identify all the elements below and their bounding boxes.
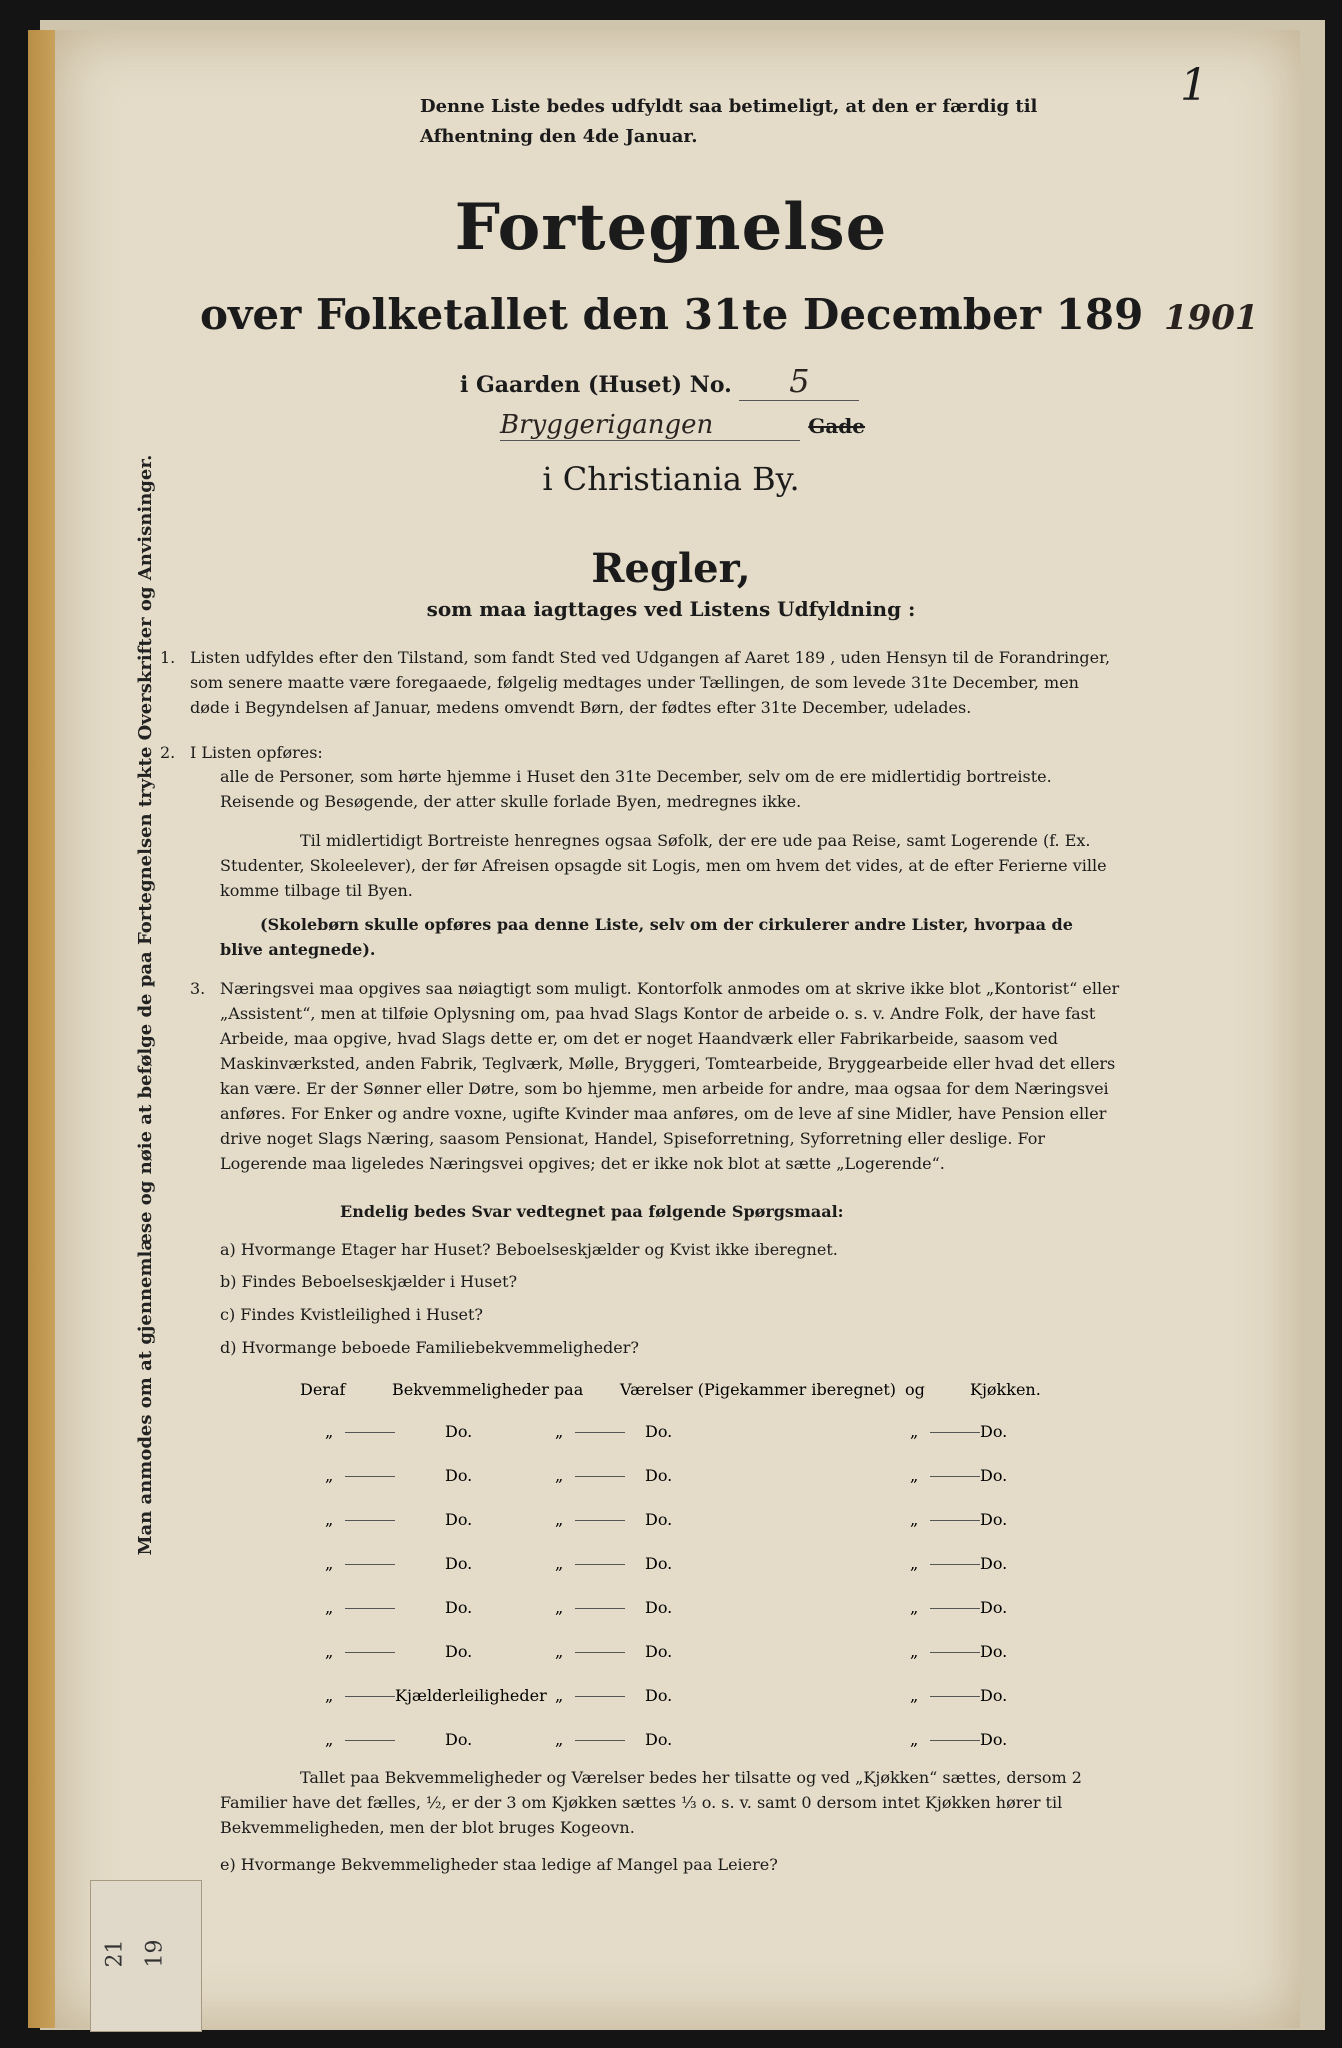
row-label: Do. xyxy=(445,1598,473,1617)
row-mark: „ xyxy=(555,1510,564,1529)
questions-intro: Endelig bedes Svar vedtegnet paa følgende Spørgsmaal: xyxy=(340,1202,844,1221)
rule-2-students: (Skolebørn skulle opføres paa denne Liste, selv om der cirkulerer andre Lister, hvorpaa de blive antegnede). xyxy=(220,915,1073,959)
row-label: Do. xyxy=(645,1730,673,1749)
table-row xyxy=(300,1422,1060,1450)
rules-subheading: som maa iagttages ved Listens Udfyldning : xyxy=(426,597,916,621)
city-line: i Christiania By. xyxy=(542,460,800,498)
fill-line xyxy=(575,1564,625,1565)
street-suffix: Gade xyxy=(808,414,866,438)
row-label: Do. xyxy=(645,1510,673,1529)
row-mark: „ xyxy=(555,1554,564,1573)
table-row xyxy=(300,1554,1060,1582)
house-number: 5 xyxy=(739,362,859,401)
stamp-top: 19 xyxy=(142,1939,168,1968)
table-header xyxy=(300,1380,1060,1408)
fill-line xyxy=(575,1608,625,1609)
rule-1-number: 1. xyxy=(160,648,176,667)
row-mark: „ xyxy=(910,1510,919,1529)
rules-heading: Regler, xyxy=(591,545,751,592)
fill-line xyxy=(575,1476,625,1477)
table-row xyxy=(300,1598,1060,1626)
row-mark: „ xyxy=(325,1510,334,1529)
row-label: Do. xyxy=(445,1554,473,1573)
address-label: i Gaarden (Huset) No. xyxy=(460,372,732,398)
fill-line xyxy=(345,1476,395,1477)
fill-line xyxy=(930,1476,980,1477)
row-mark: „ xyxy=(910,1466,919,1485)
row-mark: „ xyxy=(910,1422,919,1441)
fill-line xyxy=(575,1740,625,1741)
fill-line xyxy=(575,1432,625,1433)
rule-2-absent: Til midlertidigt Bortreiste henregnes ogsaa Søfolk, der ere ude paa Reise, samt Logerende (f. Ex. Studenter, Skoleelever), der før Afreisen opsagde sit Logis, men om hvem det vides, at de efter Ferierne ville komme tilbage til Byen. xyxy=(220,831,1107,900)
fill-line xyxy=(345,1652,395,1653)
row-label: Do. xyxy=(980,1422,1008,1441)
table-row xyxy=(300,1730,1060,1758)
row-mark: „ xyxy=(910,1730,919,1749)
rule-3 xyxy=(190,976,1120,1176)
row-mark: „ xyxy=(325,1554,334,1573)
row-mark: „ xyxy=(325,1730,334,1749)
row-label: Do. xyxy=(980,1554,1008,1573)
table-note: Tallet paa Bekvemmeligheder og Værelser bedes her tilsatte og ved „Kjøkken“ sættes, dersom 2 Familier have det fælles, ½, er der 3 om Kjøkken sættes ⅓ o. s. v. samt 0 dersom intet Kjøkken hører til Bekvemmeligheden, men der blot bruges Kogeovn. xyxy=(220,1768,1082,1837)
rule-1-text: Listen udfyldes efter den Tilstand, som fandt Sted ved Udgangen af Aaret 189 , uden Hensyn til de Forandringer, som senere maatte være foregaaede, følgelig medtages under Tællingen, de som levede 31te December, men døde i Begyndelsen af Januar, medens omvendt Børn, der fødtes efter 31te December, udelades. xyxy=(190,648,1111,717)
table-row xyxy=(300,1510,1060,1538)
fill-line xyxy=(930,1652,980,1653)
row-mark: „ xyxy=(910,1554,919,1573)
stamp-bottom: 21 xyxy=(102,1939,128,1968)
subtitle-text: over Folketallet den 31te December 189 xyxy=(200,290,1144,339)
fill-line xyxy=(930,1432,980,1433)
row-label: Do. xyxy=(980,1466,1008,1485)
header-og: og xyxy=(905,1380,925,1399)
fill-line xyxy=(575,1696,625,1697)
sidebar-instruction: Man anmodes om at gjennemlæse og nøie at befølge de paa Fortegnelsen trykte Overskrifter og Anvisninger. xyxy=(135,454,156,1556)
question-a: a) Hvormange Etager har Huset? Beboelseskjælder og Kvist ikke iberegnet. xyxy=(220,1240,838,1259)
row-label: Do. xyxy=(645,1466,673,1485)
fill-line xyxy=(575,1652,625,1653)
fill-line xyxy=(575,1520,625,1521)
header-kjokken: Kjøkken. xyxy=(970,1380,1041,1399)
row-label: Do. xyxy=(980,1730,1008,1749)
row-label: Do. xyxy=(645,1686,673,1705)
rule-2 xyxy=(160,740,1120,765)
row-label: Do. xyxy=(445,1422,473,1441)
question-c: c) Findes Kvistleilighed i Huset? xyxy=(220,1305,483,1324)
table-row xyxy=(300,1466,1060,1494)
rule-2-number: 2. xyxy=(160,743,176,762)
row-label: Do. xyxy=(980,1642,1008,1661)
form-title: Fortegnelse xyxy=(454,190,888,265)
rule-3-number: 3. xyxy=(190,979,206,998)
row-mark: „ xyxy=(910,1598,919,1617)
row-label: Do. xyxy=(980,1598,1008,1617)
row-mark: „ xyxy=(325,1642,334,1661)
header-vaer: Værelser (Pigekammer iberegnet) xyxy=(620,1380,897,1399)
rule-3-text: Næringsvei maa opgives saa nøiagtigt som muligt. Kontorfolk anmodes om at skrive ikke blot „Kontorist“ eller „Assistent“, men at tilføie Oplysning om, paa hvad Slags Kontor de arbeide o. s. v. Andre Folk, der have fast Arbeide, maa opgive, hvad Slags dette er, om det er noget Haandværk eller Fabrikarbeide, saasom ved Maskinværksted, anden Fabrik, Teglværk, Mølle, Bryggeri, Tomtearbeide, Bryggearbeide eller hvad det ellers kan være. Er der Sønner eller Døtre, som bo hjemme, men arbeide for andre, maa ogsaa for dem Næringsvei anføres. For Enker og andre voxne, ugifte Kvinder maa anføres, om de leve af sine Midler, have Pension eller drive noget Slags Næring, saasom Pensionat, Handel, Spiseforretning, Syforretning eller deslige. For Logerende maa ligeledes Næringsvei opgives; det er ikke nok blot at sætte „Logerende“. xyxy=(220,979,1120,1173)
fill-line xyxy=(930,1696,980,1697)
row-label: Do. xyxy=(445,1466,473,1485)
row-mark: „ xyxy=(325,1686,334,1705)
collection-notice: Denne Liste bedes udfyldt saa betimeligt, at den er færdig til Afhentning den 4de Januar. xyxy=(420,96,1038,147)
header-deraf: Deraf xyxy=(300,1380,346,1399)
street-line xyxy=(500,410,865,441)
row-label: Do. xyxy=(445,1510,473,1529)
fill-line xyxy=(930,1740,980,1741)
fill-line xyxy=(345,1564,395,1565)
row-mark: „ xyxy=(325,1422,334,1441)
archive-stamp xyxy=(90,1880,202,2032)
fill-line xyxy=(345,1520,395,1521)
question-b: b) Findes Beboelseskjælder i Huset? xyxy=(220,1272,518,1291)
fill-line xyxy=(345,1740,395,1741)
address-line xyxy=(460,362,859,401)
page-number: 1 xyxy=(1180,60,1208,111)
fill-line xyxy=(930,1564,980,1565)
row-label: Do. xyxy=(645,1642,673,1661)
table-row xyxy=(300,1642,1060,1670)
row-mark: „ xyxy=(555,1686,564,1705)
form-subtitle xyxy=(200,290,1259,339)
rule-2-persons: alle de Personer, som hørte hjemme i Huset den 31te December, selv om de ere midlertidig bortreiste. Reisende og Besøgende, der atter skulle forlade Byen, medregnes ikke. xyxy=(220,767,1052,811)
row-label: Do. xyxy=(645,1422,673,1441)
fill-line xyxy=(345,1432,395,1433)
row-label: Do. xyxy=(645,1598,673,1617)
row-label: Do. xyxy=(445,1642,473,1661)
rule-2-text: I Listen opføres: xyxy=(190,743,323,762)
row-mark: „ xyxy=(325,1466,334,1485)
fill-line xyxy=(930,1520,980,1521)
row-label: Do. xyxy=(980,1686,1008,1705)
street-name: Bryggerigangen xyxy=(500,410,800,441)
row-label: Do. xyxy=(445,1730,473,1749)
question-d: d) Hvormange beboede Familiebekvemmeligheder? xyxy=(220,1338,639,1357)
table-row xyxy=(300,1686,1060,1714)
row-mark: „ xyxy=(910,1686,919,1705)
fill-line xyxy=(930,1608,980,1609)
handwritten-year: 1901 xyxy=(1163,298,1259,338)
row-mark: „ xyxy=(555,1642,564,1661)
row-mark: „ xyxy=(555,1598,564,1617)
header-bekv: Bekvemmeligheder paa xyxy=(392,1380,584,1399)
row-mark: „ xyxy=(910,1642,919,1661)
rule-1 xyxy=(160,645,1120,720)
row-mark: „ xyxy=(325,1598,334,1617)
row-label: Do. xyxy=(980,1510,1008,1529)
row-mark: „ xyxy=(555,1466,564,1485)
row-mark: „ xyxy=(555,1422,564,1441)
question-e: e) Hvormange Bekvemmeligheder staa ledige af Mangel paa Leiere? xyxy=(220,1855,778,1874)
fill-line xyxy=(345,1608,395,1609)
row-label: Kjælderleiligheder xyxy=(395,1686,547,1705)
row-label: Do. xyxy=(645,1554,673,1573)
fill-line xyxy=(345,1696,395,1697)
row-mark: „ xyxy=(555,1730,564,1749)
